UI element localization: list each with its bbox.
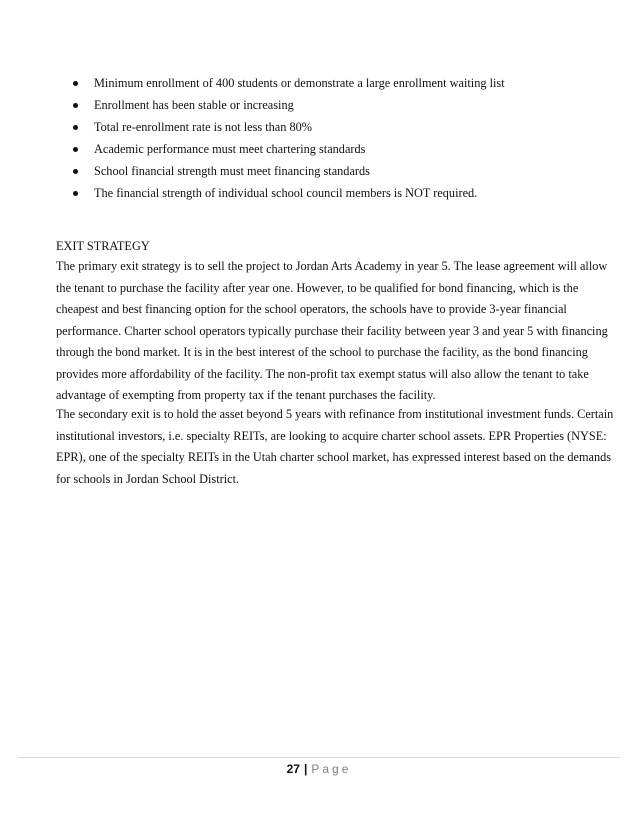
bullet-item <box>56 72 596 94</box>
bullet-item <box>56 116 596 138</box>
bullet-icon <box>73 169 78 174</box>
secondary-exit-paragraph <box>56 404 614 490</box>
paragraph-line: EPR), one of the specialty REITs in the Utah charter school market, has expressed interest based on the demands <box>56 450 612 464</box>
paragraph-line: through the bond market. It is in the best interest of the school to purchase the facility, as the bond financing <box>56 345 588 359</box>
bullet-text: School financial strength must meet financing standards <box>94 164 370 178</box>
bullet-text: Enrollment has been stable or increasing <box>94 98 294 112</box>
requirements-bullet-list <box>56 72 596 204</box>
bullet-text: Total re-enrollment rate is not less than 80% <box>94 120 313 134</box>
paragraph-line: for schools in Jordan School District. <box>56 471 240 486</box>
paragraph-line: The primary exit strategy is to sell the project to Jordan Arts Academy in year 5. The lease agreement will allow <box>56 259 608 273</box>
bullet-text: Academic performance must meet chartering standards <box>94 142 366 156</box>
bullet-text: The financial strength of individual school council members is NOT required. <box>94 186 478 200</box>
section-heading: EXIT STRATEGY <box>56 239 150 253</box>
paragraph-line: advantage of exempting from property tax if the tenant purchases the facility. <box>56 388 436 402</box>
paragraph-line: The secondary exit is to hold the asset beyond 5 years with refinance from institutional investment funds. Certain <box>56 407 614 421</box>
paragraph-line: the tenant to purchase the facility after year one. However, to be qualified for bond financing, which is the <box>56 280 579 295</box>
bullet-icon <box>73 103 78 108</box>
paragraph-line: performance. Charter school operators typically purchase their facility between year 3 and year 5 with financing <box>56 323 608 338</box>
paragraph-line: institutional investors, i.e. specialty REITs, are looking to acquire charter school assets. EPR Properties (NYSE: <box>56 428 607 443</box>
bullet-item <box>56 138 596 160</box>
bullet-item <box>56 160 596 182</box>
bullet-item <box>56 94 596 116</box>
footer-separator: | <box>303 762 308 776</box>
page-number: 27 <box>286 762 300 776</box>
page-label: Page <box>311 762 352 776</box>
bullet-icon <box>73 81 78 86</box>
paragraph-line: provides more affordability of the facility. The non-profit tax exempt status will also allow the tenant to take <box>56 366 589 381</box>
bullet-item <box>56 182 596 204</box>
bullet-icon <box>73 147 78 152</box>
page-footer <box>0 761 638 777</box>
footer-divider <box>18 757 620 758</box>
bullet-icon <box>73 125 78 130</box>
bullet-text: Minimum enrollment of 400 students or demonstrate a large enrollment waiting list <box>94 76 505 90</box>
primary-exit-paragraph <box>56 256 608 407</box>
bullet-icon <box>73 191 78 196</box>
paragraph-line: cheapest and best financing option for the school operators, the schools have to provide 3-year financial <box>56 302 567 316</box>
